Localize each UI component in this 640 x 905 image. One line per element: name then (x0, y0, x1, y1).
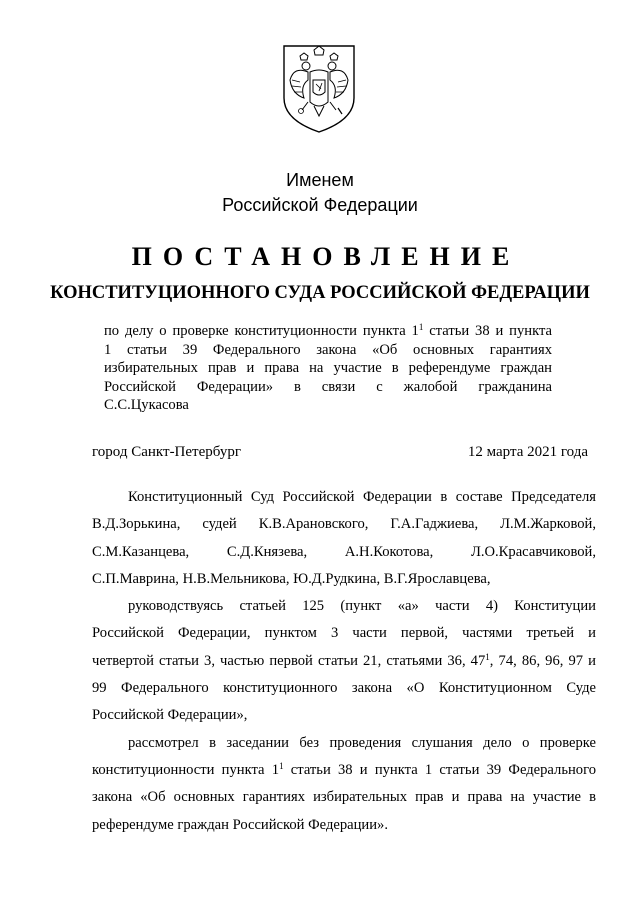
subject-line: по делу о проверке конституционности пункта $1^1$ статьи 38 и пункта (104, 322, 553, 339)
header-line-2: Российской Федерации (222, 195, 418, 215)
text-line: референдуме граждан Российской Федерации». (92, 816, 389, 833)
text-line: С.М.Казанцева, С.Д.Князева, А.Н.Кокотова, Л.О.Красавчиковой, (92, 543, 596, 560)
text-line: руководствуясь статьей 125 (пункт «а» части 4) Конституции (128, 598, 596, 615)
text-line: четвертой статьи 3, частью первой статьи 21, статьями 36, $47^1$, 74, 86, 96, 97 и (92, 651, 596, 669)
text-line: рассмотрел в заседании без проведения слушания дело о проверке (128, 734, 596, 751)
paragraph-composition (92, 484, 596, 839)
date: 12 марта 2021 года (467, 444, 588, 460)
text-line: С.П.Маврина, Н.В.Мельникова, Ю.Д.Рудкина, В.Г.Ярославцева, (92, 570, 491, 587)
place: город Санкт-Петербург (92, 444, 241, 460)
case-subject (104, 322, 552, 415)
subject-line: 1 статьи 39 Федерального закона «Об основных гарантиях (104, 341, 552, 358)
text-line: В.Д.Зорькина, судей К.В.Арановского, Г.А.Гаджиева, Л.М.Жарковой, (92, 516, 596, 533)
text-line: Российской Федерации», (92, 707, 248, 724)
text-line: закона «Об основных гарантиях избирательных прав и права на участие в (92, 789, 596, 806)
subject-line: Российской Федерации» в связи с жалобой гражданина (104, 378, 552, 395)
text-line: 99 Федерального конституционного закона «О Конституционном Суде (92, 680, 596, 697)
subject-line: избирательных прав и права на участие в референдуме граждан (104, 360, 552, 376)
document-title: ПОСТАНОВЛЕНИЕ (131, 242, 521, 271)
text-line: Конституционный Суд Российской Федерации в составе Председателя (128, 489, 596, 505)
text-line: конституционности пункта $1^1$ статьи 38 и пункта 1 статьи 39 Федерального (92, 760, 597, 778)
text-line: Российской Федерации, пунктом 3 части первой, частями третьей и (92, 625, 596, 642)
court-name: КОНСТИТУЦИОННОГО СУДА РОССИЙСКОЙ ФЕДЕРАЦИИ (50, 283, 590, 303)
subject-line: С.С.Цукасова (104, 397, 189, 413)
header-line-1: Именем (286, 170, 354, 190)
coat-of-arms-emblem (278, 40, 360, 134)
